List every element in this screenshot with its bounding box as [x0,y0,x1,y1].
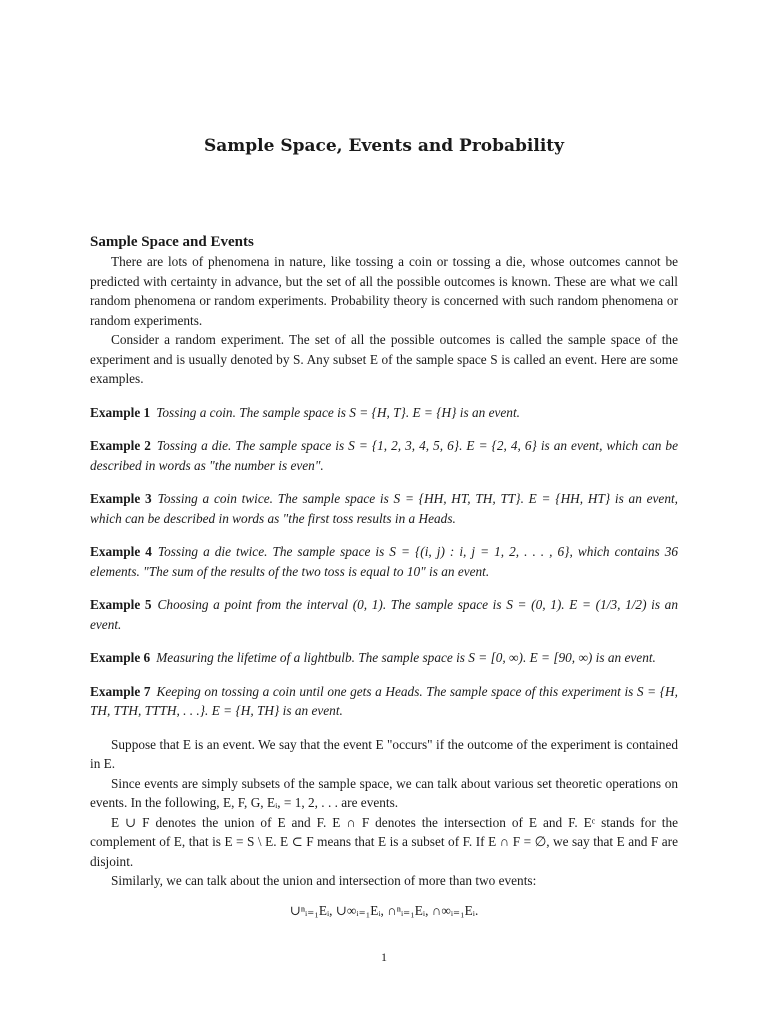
example-label: Example 7 [90,683,151,699]
display-formula: ∪ⁿᵢ₌₁Eᵢ, ∪∞ᵢ₌₁Eᵢ, ∩ⁿᵢ₌₁Eᵢ, ∩∞ᵢ₌₁Eᵢ. [289,902,479,918]
intro-paragraph-1: There are lots of phenomena in nature, like tossing a coin or tossing a die, whose outcomes cannot be predicted with certainty in advance, but the set of all the possible outcomes is known. These are what we call random phenomena or random experiments. Probability theory is concerned with such random phenomena or random experiments. [90,254,678,328]
example-3 [90,489,678,528]
example-text: Tossing a die twice. The sample space is S = {(i, j) : i, j = 1, 2, . . . , 6}, which contains 36 elements. "The sum of the results of the two toss is equal to 10" is an event. [90,544,678,579]
example-text: Tossing a coin. The sample space is S = {H, T}. E = {H} is an event. [156,404,520,420]
example-7 [90,682,678,721]
page-content [90,232,678,920]
closing-paragraph-1: Suppose that E is an event. We say that the event E "occurs" if the outcome of the experiment is contained in E. [90,736,678,771]
closing-paragraph-3: E ∪ F denotes the union of E and F. E ∩ F denotes the intersection of E and F. Eᶜ stands for the complement of E, that is E = S \ E. E ⊂ F means that E is a subset of F. If E ∩ F = ∅, we say that E and F are disjoint. [90,814,678,869]
example-1 [90,403,678,423]
example-6 [90,648,678,668]
example-label: Example 2 [90,438,151,453]
example-label: Example 4 [90,544,152,559]
example-label: Example 1 [90,404,151,420]
closing-paragraph-4: Similarly, we can talk about the union and intersection of more than two events: [111,873,537,888]
example-text: Keeping on tossing a coin until one gets a Heads. The sample space of this experiment is S = {H, TH, TTH, TTTH, . . .}. E = {H, TH} is an event. [90,683,678,718]
example-5 [90,595,678,634]
example-label: Example 6 [90,650,151,665]
example-text: Tossing a die. The sample space is S = {1, 2, 3, 4, 5, 6}. E = {2, 4, 6} is an event, which can be described in words as "the number is even". [90,438,678,473]
example-text: Tossing a coin twice. The sample space is S = {HH, HT, TH, TT}. E = {HH, HT} is an event, which can be described in words as "the first toss results in a Heads. [90,491,678,526]
intro-paragraph-2: Consider a random experiment. The set of all the possible outcomes is called the sample space of the experiment and is usually denoted by S. Any subset E of the sample space S is called an event. Here are some examples. [90,332,678,386]
section-heading: Sample Space and Events [90,234,254,250]
example-2 [90,436,678,475]
example-4 [90,542,678,581]
page-title: Sample Space, Events and Probability [203,136,565,156]
page-number: 1 [381,950,387,964]
example-label: Example 5 [90,597,152,612]
spacer [90,721,678,735]
example-text: Measuring the lifetime of a lightbulb. The sample space is S = [0, ∞). E = [90, ∞) is an event. [156,650,656,665]
example-text: Choosing a point from the interval (0, 1). The sample space is S = (0, 1). E = (1/3, 1/2) is an event. [90,597,678,632]
example-label: Example 3 [90,491,152,506]
closing-paragraph-2: Since events are simply subsets of the sample space, we can talk about various set theoretic operations on events. In the following, E, F, G, Eᵢ, = 1, 2, . . . are events. [90,775,678,810]
